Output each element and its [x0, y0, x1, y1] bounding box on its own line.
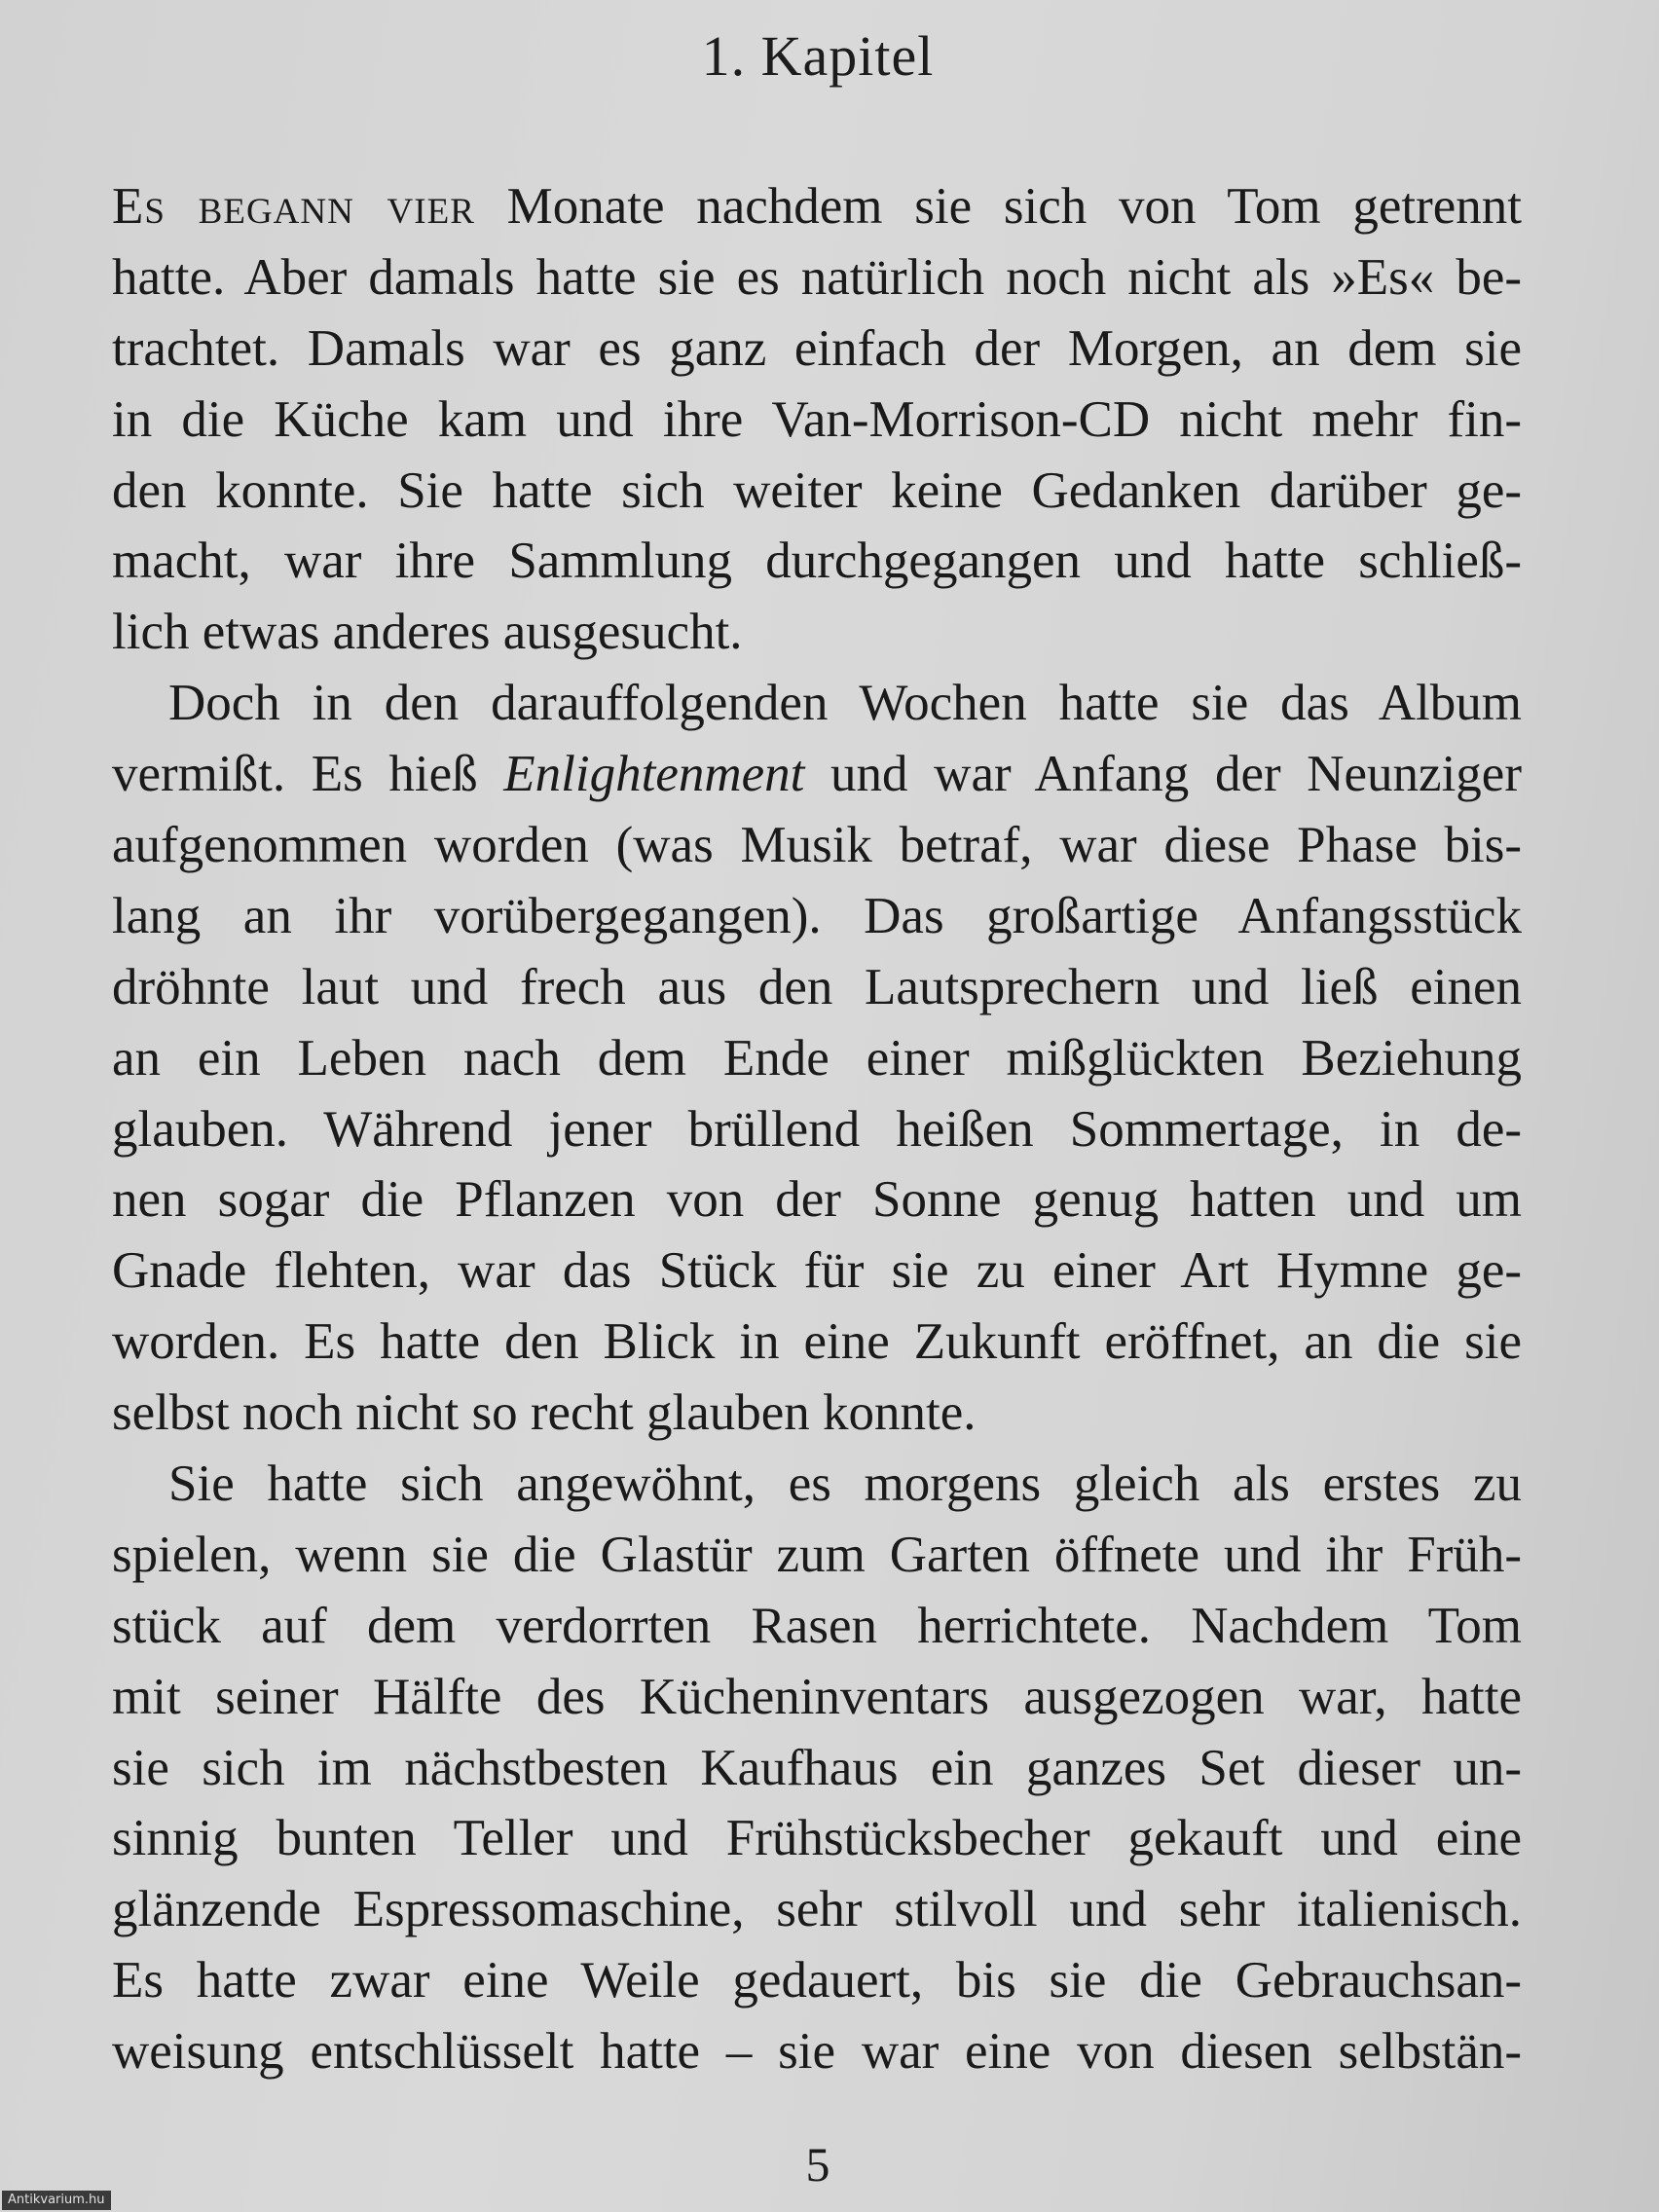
text-fragment: Es hatte zwar eine Weile gedauert, bis sie die Gebrauchsan- [112, 1952, 1522, 2009]
text-line [112, 1449, 1522, 1520]
text-fragment: hatte. Aber damals hatte sie es natürlich noch nicht als »Es« be- [112, 248, 1522, 306]
text-fragment: macht, war ihre Sammlung durchgegangen und hatte schließ- [112, 533, 1522, 590]
text-line [112, 1164, 1522, 1235]
watermark-label: Antikvarium.hu [2, 2191, 111, 2210]
text-line [112, 1591, 1522, 1662]
text-fragment: nen sogar die Pflanzen von der Sonne genug hatten und um [112, 1171, 1522, 1229]
text-fragment: stück auf dem verdorrten Rasen herrichtete. Nachdem Tom [112, 1597, 1522, 1654]
text-line [112, 2016, 1522, 2087]
text-line [112, 313, 1522, 385]
text-line [112, 171, 1522, 242]
text-line [112, 242, 1522, 313]
text-line [112, 810, 1522, 881]
text-fragment: spielen, wenn sie die Glastür zum Garten öffnete und ihr Früh- [112, 1526, 1522, 1583]
text-fragment: an ein Leben nach dem Ende einer mißglückten Beziehung [112, 1029, 1522, 1087]
text-fragment: weisung entschlüsselt hatte – sie war eine von diesen selbstän- [112, 2023, 1522, 2081]
text-fragment: Monate nachdem sie sich von Tom getrennt [474, 178, 1522, 235]
text-fragment: trachtet. Damals war es ganz einfach der Morgen, an dem sie [112, 319, 1522, 377]
text-fragment: sinnig bunten Teller und Frühstücksbecher gekauft und eine [112, 1810, 1522, 1867]
text-fragment: worden. Es hatte den Blick in eine Zukunft eröffnet, an die sie [112, 1313, 1522, 1371]
text-line [112, 881, 1522, 952]
text-line [112, 1733, 1522, 1804]
text-line [112, 385, 1522, 456]
text-line [112, 1803, 1522, 1874]
text-fragment: glauben. Während jener brüllend heißen Sommertage, in de- [112, 1100, 1522, 1158]
text-fragment: selbst noch nicht so recht glauben konnte. [112, 1384, 977, 1442]
text-line [112, 1235, 1522, 1307]
text-fragment: aufgenommen worden (was Musik betraf, war diese Phase bis- [112, 817, 1522, 874]
text-line [112, 739, 1522, 810]
text-fragment: Doch in den darauffolgenden Wochen hatte sie das Album [168, 675, 1522, 732]
text-fragment: glänzende Espressomaschine, sehr stilvoll und sehr italienisch. [112, 1881, 1522, 1938]
text-line [112, 1662, 1522, 1733]
text-line [112, 1307, 1522, 1378]
text-line [112, 1945, 1522, 2016]
text-fragment: den konnte. Sie hatte sich weiter keine Gedanken darüber ge- [112, 461, 1522, 519]
text-fragment: Sie hatte sich angewöhnt, es morgens gleich als erstes zu [168, 1456, 1522, 1513]
text-line [112, 1520, 1522, 1591]
text-line [112, 1378, 1522, 1449]
text-fragment: lich etwas anderes ausgesucht. [112, 604, 743, 661]
text-line [112, 668, 1522, 739]
text-line [112, 526, 1522, 597]
text-line [112, 1023, 1522, 1094]
album-title-text: Enlightenment [503, 746, 805, 803]
opening-words-text: Es begann vier [112, 178, 475, 235]
body-text [112, 171, 1522, 2087]
text-line [112, 952, 1522, 1023]
text-line [112, 1874, 1522, 1945]
chapter-title: 1. Kapitel [701, 24, 935, 88]
text-fragment: sie sich im nächstbesten Kaufhaus ein ganzes Set dieser un- [112, 1739, 1522, 1796]
text-line [112, 597, 1522, 668]
text-fragment: mit seiner Hälfte des Kücheninventars ausgezogen war, hatte [112, 1668, 1522, 1725]
text-fragment: in die Küche kam und ihre Van-Morrison-CD nicht mehr fin- [112, 390, 1522, 448]
text-fragment: vermißt. Es hieß [112, 746, 504, 803]
text-fragment: dröhnte laut und frech aus den Lautsprechern und ließ einen [112, 958, 1522, 1015]
text-fragment: lang an ihr vorübergegangen). Das großartige Anfangsstück [112, 887, 1522, 944]
page-number: 5 [805, 2137, 830, 2192]
text-fragment: und war Anfang der Neunziger [804, 746, 1522, 803]
text-line [112, 1094, 1522, 1165]
text-line [112, 456, 1522, 527]
text-fragment: Gnade flehten, war das Stück für sie zu einer Art Hymne ge- [112, 1242, 1522, 1300]
